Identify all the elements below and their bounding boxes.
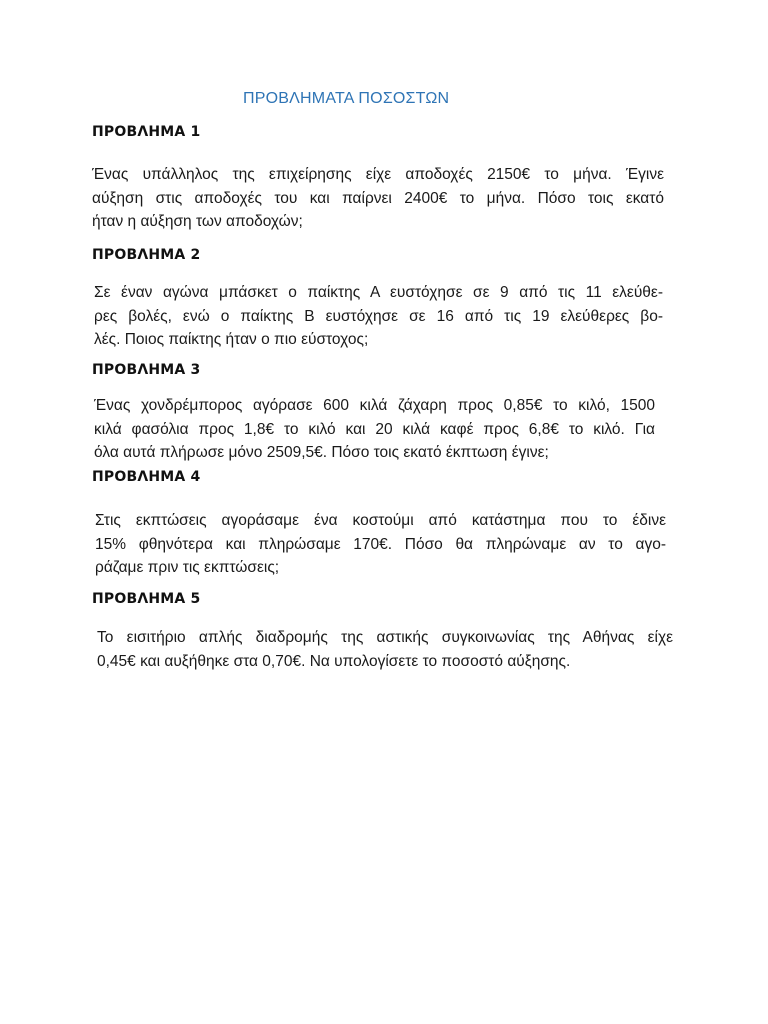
problem-4-line-2: 15% φθηνότερα και πληρώσαμε 170€. Πόσο θα πληρώναμε αν το αγο- (95, 535, 666, 553)
problem-3-line-3: όλα αυτά πλήρωσε μόνο 2509,5€. Πόσο τοις εκατό έκπτωση έγινε; (94, 444, 549, 461)
problem-4-line-1: Στις εκπτώσεις αγοράσαμε ένα κοστούμι από κατάστημα που το έδινε (95, 512, 666, 529)
problem-4-line-3: ράζαμε πριν τις εκπτώσεις; (95, 559, 280, 576)
problem-2-line-2: ρες βολές, ενώ ο παίκτης Β ευστόχησε σε 16 από τις 19 ελεύθερες βο- (94, 307, 663, 325)
problem-3-heading: ΠΡΟΒΛΗΜΑ 3 (92, 362, 201, 378)
problem-1-line-1: Ένας υπάλληλος της επιχείρησης είχε αποδοχές 2150€ το μήνα. Έγινε (92, 166, 664, 183)
problem-1-heading: ΠΡΟΒΛΗΜΑ 1 (92, 124, 201, 140)
problem-2-text (94, 281, 663, 352)
problem-3-text (94, 394, 655, 465)
problem-1-text (92, 163, 664, 234)
problem-1-line-2: αύξηση στις αποδοχές του και παίρνει 2400€ το μήνα. Πόσο τοις εκατό (92, 189, 664, 207)
problem-1-line-3: ήταν η αύξηση των αποδοχών; (92, 213, 303, 230)
problem-4-text (95, 509, 666, 580)
problem-2-line-1: Σε έναν αγώνα μπάσκετ ο παίκτης Α ευστόχησε σε 9 από τις 11 ελεύθε- (94, 284, 663, 301)
problem-2-heading: ΠΡΟΒΛΗΜΑ 2 (92, 247, 201, 263)
problem-2-line-3: λές. Ποιος παίκτης ήταν ο πιο εύστοχος; (94, 331, 369, 348)
problem-4-heading: ΠΡΟΒΛΗΜΑ 4 (92, 469, 201, 485)
problem-3-line-1: Ένας χονδρέμπορος αγόρασε 600 κιλά ζάχαρη προς 0,85€ το κιλό, 1500 (94, 397, 655, 414)
problem-3-line-2: κιλά φασόλια προς 1,8€ το κιλό και 20 κιλά καφέ προς 6,8€ το κιλό. Για (94, 420, 655, 438)
problem-5-text (97, 626, 673, 673)
problem-5-line-1: Το εισιτήριο απλής διαδρομής της αστικής συγκοινωνίας της Αθήνας είχε (97, 629, 673, 646)
problem-5-heading: ΠΡΟΒΛΗΜΑ 5 (92, 591, 201, 607)
page-title: ΠΡΟΒΛΗΜΑΤΑ ΠΟΣΟΣΤΩΝ (243, 90, 450, 107)
problem-5-line-2: 0,45€ και αυξήθηκε στα 0,70€. Να υπολογίσετε το ποσοστό αύξησης. (97, 652, 571, 670)
